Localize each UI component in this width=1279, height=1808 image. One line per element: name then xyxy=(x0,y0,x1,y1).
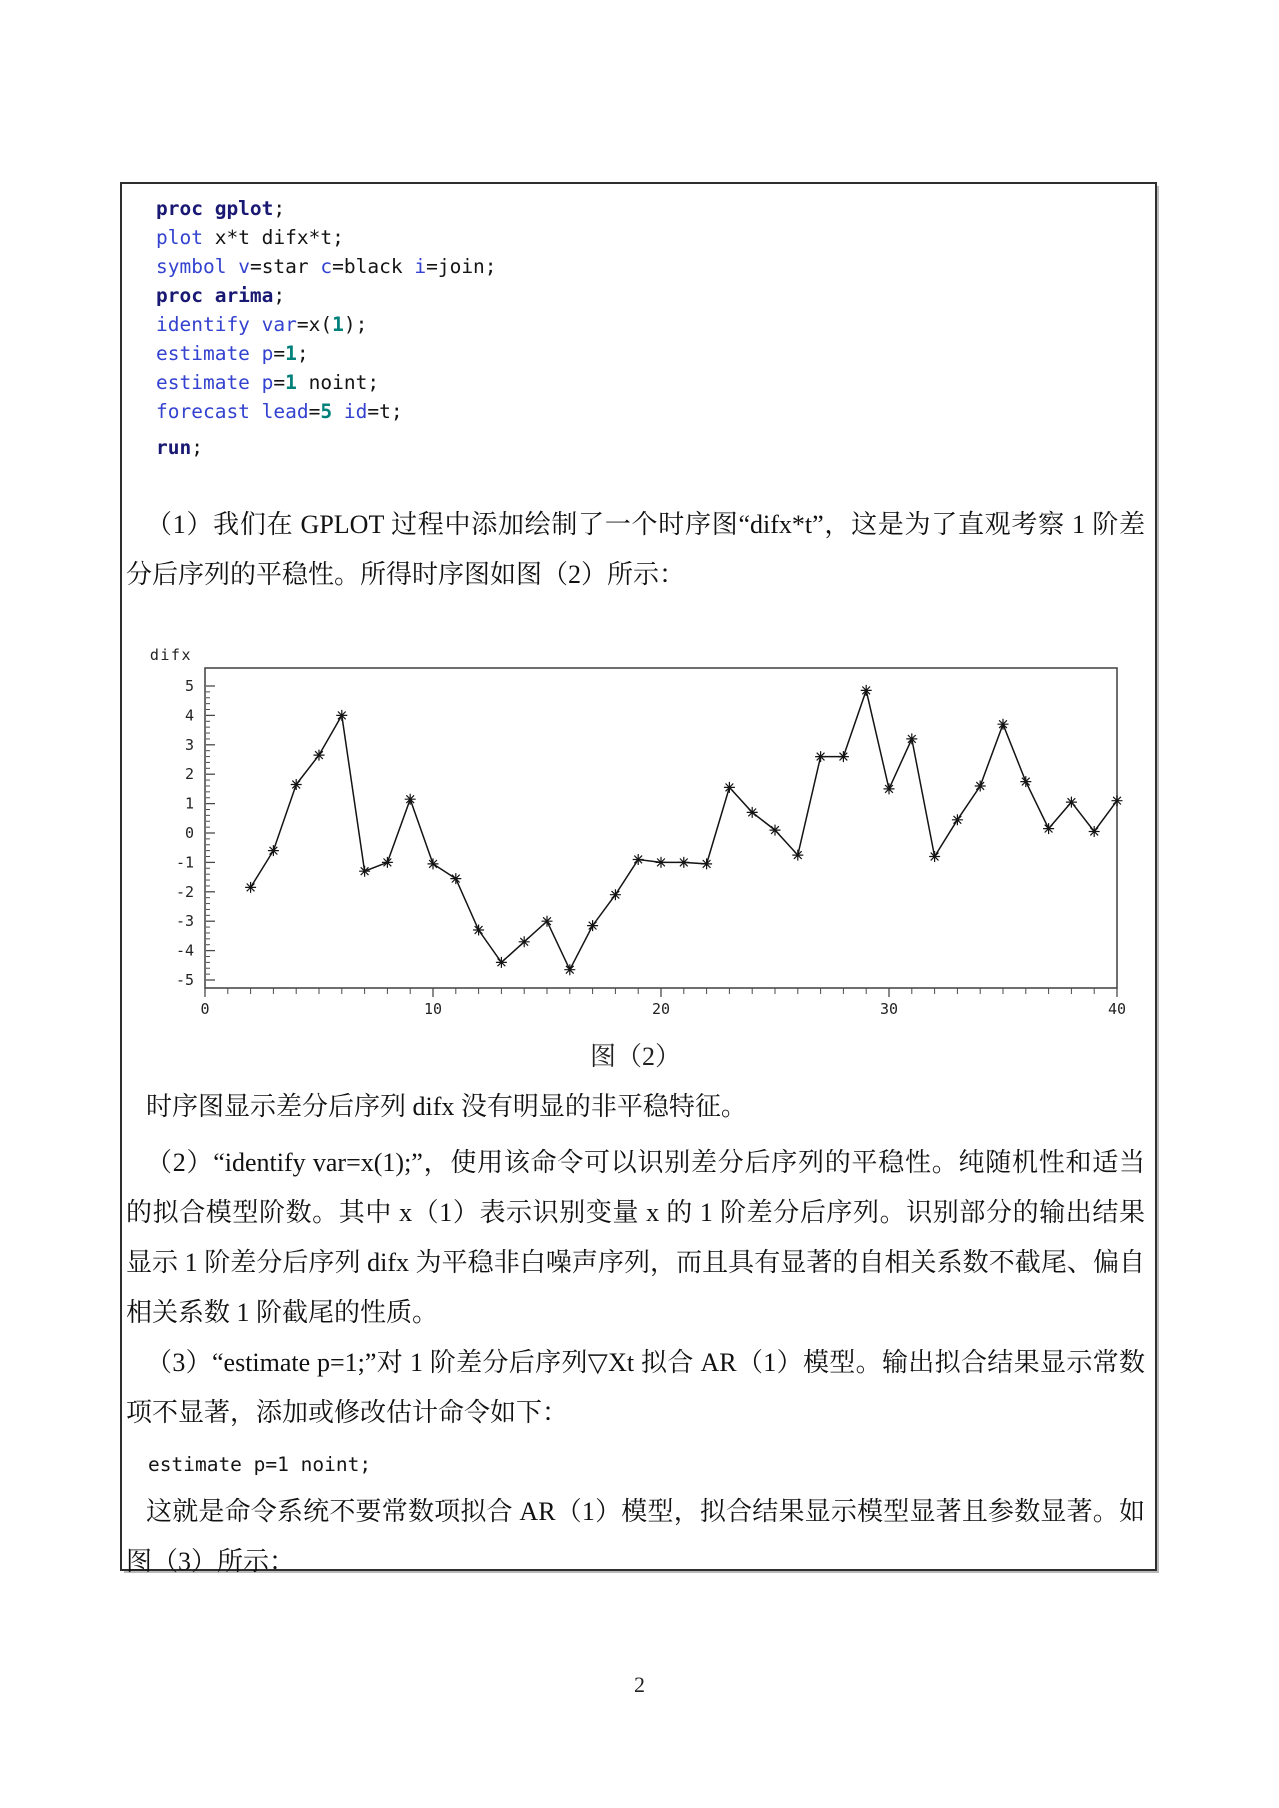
code-line: estimate p=1; xyxy=(156,342,309,365)
paragraph-3: （2）“identify var=x(1);”，使用该命令可以识别差分后序列的平稳性。纯随机性和适当的拟合模型阶数。其中 x（1）表示识别变量 x 的 1 阶差分后序列。识别部分的输出结果显示 1 阶差分后序列 difx 为平稳非白噪声序列，而且具有显著的自相关系数不截尾、偏自相关系数 1 阶截尾的性质。 xyxy=(126,1148,1145,1327)
y-tick-label: 1 xyxy=(184,794,194,813)
star-marker xyxy=(314,750,325,761)
star-marker xyxy=(838,751,849,762)
star-marker xyxy=(952,814,963,825)
star-marker xyxy=(1043,823,1054,834)
star-marker xyxy=(450,873,461,884)
difx-series-line xyxy=(251,690,1117,969)
star-marker xyxy=(633,854,644,865)
star-marker xyxy=(815,751,826,762)
content-border-box xyxy=(120,182,1157,1576)
star-marker xyxy=(1066,797,1077,808)
y-tick-label: 3 xyxy=(184,735,194,754)
y-tick-label: -2 xyxy=(175,882,194,901)
star-marker xyxy=(519,936,530,947)
x-tick-label: 0 xyxy=(200,1000,210,1018)
y-tick-label: -1 xyxy=(175,853,194,872)
code-line: proc gplot; xyxy=(156,197,286,220)
star-marker xyxy=(1112,795,1123,806)
star-marker xyxy=(542,916,553,927)
difx-time-series-chart xyxy=(120,610,1157,1030)
star-marker xyxy=(724,782,735,793)
star-marker xyxy=(884,783,895,794)
star-marker xyxy=(336,710,347,721)
star-marker xyxy=(496,957,507,968)
star-marker xyxy=(291,779,302,790)
star-marker xyxy=(906,733,917,744)
star-marker xyxy=(861,685,872,696)
star-marker xyxy=(792,850,803,861)
paragraph-2: 时序图显示差分后序列 difx 没有明显的非平稳特征。 xyxy=(146,1092,747,1121)
y-axis-label: difx xyxy=(149,646,192,664)
page-number: 2 xyxy=(634,1672,645,1697)
star-marker xyxy=(1089,826,1100,837)
star-marker xyxy=(428,858,439,869)
paragraph-4: （3）“estimate p=1;”对 1 阶差分后序列▽Xt 拟合 AR（1）模型。输出拟合结果显示常数项不显著，添加或修改估计命令如下： xyxy=(126,1348,1145,1427)
star-marker xyxy=(587,920,598,931)
y-tick-label: 0 xyxy=(184,824,194,842)
star-marker xyxy=(245,882,256,893)
star-marker xyxy=(747,807,758,818)
star-marker xyxy=(975,781,986,792)
y-tick-label: -4 xyxy=(175,941,194,960)
y-tick-label: 4 xyxy=(184,706,194,725)
star-marker xyxy=(564,964,575,975)
star-marker xyxy=(770,825,781,836)
y-tick-label: 2 xyxy=(184,765,194,784)
star-marker xyxy=(998,719,1009,730)
code-line: proc arima; xyxy=(156,284,286,307)
y-tick-label: 5 xyxy=(184,677,194,695)
x-tick-label: 40 xyxy=(1107,1000,1127,1018)
star-marker xyxy=(359,866,370,877)
code-line: estimate p=1 noint; xyxy=(156,371,380,394)
star-marker xyxy=(382,857,393,868)
code-line: forecast lead=5 id=t; xyxy=(156,400,403,423)
star-marker xyxy=(610,889,621,900)
star-marker xyxy=(405,794,416,805)
x-tick-label: 10 xyxy=(423,1000,443,1018)
star-marker xyxy=(473,925,484,936)
code-line: identify var=x(1); xyxy=(156,313,368,336)
star-marker xyxy=(701,858,712,869)
code-line: plot x*t difx*t; xyxy=(156,226,344,249)
star-marker xyxy=(929,851,940,862)
star-marker xyxy=(268,845,279,856)
y-tick-label: -5 xyxy=(175,971,194,989)
paragraph-1: （1）我们在 GPLOT 过程中添加绘制了一个时序图“difx*t”，这是为了直观考察 1 阶差分后序列的平稳性。所得时序图如图（2）所示： xyxy=(126,510,1145,589)
star-marker xyxy=(656,857,667,868)
star-marker xyxy=(1020,776,1031,787)
estimate-noint-command: estimate p=1 noint; xyxy=(148,1453,372,1476)
y-tick-label: -3 xyxy=(175,912,194,931)
figure-caption: 图（2） xyxy=(589,1042,681,1071)
star-marker xyxy=(678,857,689,868)
x-tick-label: 20 xyxy=(651,1000,671,1018)
time-series-plot-canvas xyxy=(120,610,1157,1030)
paragraph-6: 这就是命令系统不要常数项拟合 AR（1）模型，拟合结果显示模型显著且参数显著。如图（3）所示： xyxy=(126,1497,1145,1576)
code-line: symbol v=star c=black i=join; xyxy=(156,255,497,278)
sas-code-block xyxy=(156,194,1145,462)
code-line: run; xyxy=(156,436,203,459)
x-tick-label: 30 xyxy=(879,1000,899,1018)
